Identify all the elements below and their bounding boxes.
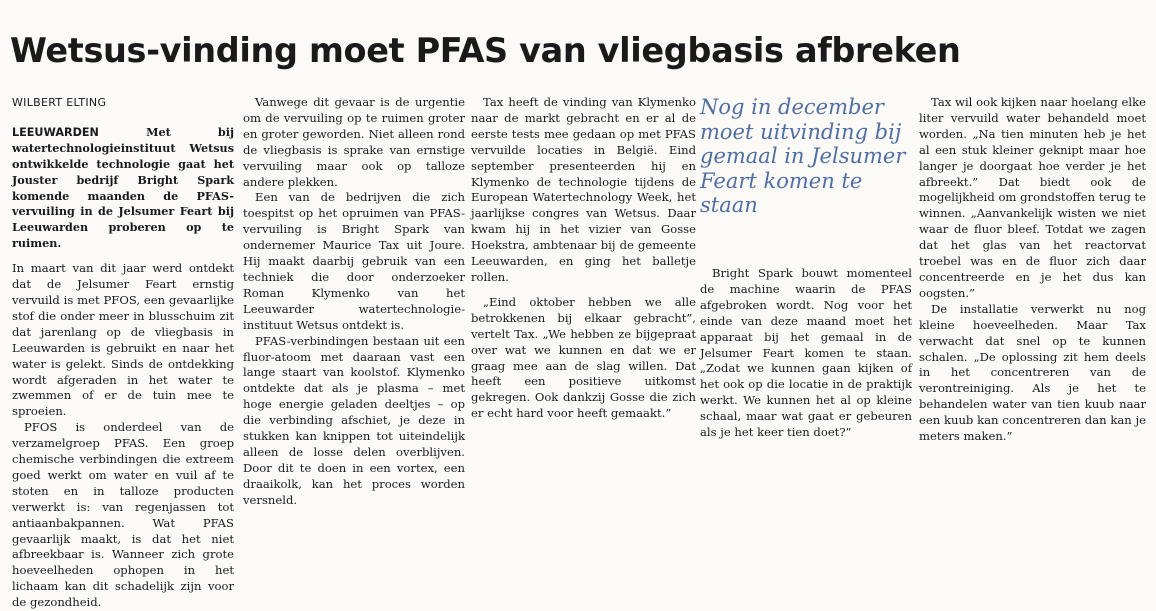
- article-column-4: [700, 95, 912, 441]
- article-column-2: [243, 95, 465, 509]
- dateline: LEEUWARDEN: [12, 125, 99, 139]
- body-paragraph: „Eind oktober hebben we alle betrokkenen bij elkaar gebracht”, vertelt Tax. „We hebben ze bijgepraat over wat we kunnen en dat we er graag mee aan de slag willen. Dat heeft een positieve uitkomst gekregen. Ook dankzij Gosse die zich er echt hard voor heeft gemaakt.”: [471, 294, 696, 421]
- article-lead: [12, 125, 234, 252]
- article-headline: Wetsus-vinding moet PFAS van vliegbasis afbreken: [10, 31, 961, 70]
- article-column-1: [12, 95, 234, 611]
- body-paragraph: Een van de bedrijven die zich toespitst op het opruimen van PFAS-vervuiling is Bright Spark van ondernemer Maurice Tax uit Joure. Hij maakt daarbij gebruik van een techniek die door onderzoeker Roman Klymenko van het Leeuwarder watertechnologie-instituut Wetsus ontdekt is.: [243, 190, 465, 332]
- article-column-3: [471, 95, 696, 422]
- body-paragraph: PFAS-verbindingen bestaan uit een fluor-atoom met daaraan vast een lange staart van koolstof. Klymenko ontdekte dat als je plasma – met hoge energie geladen deeltjes – op die verbinding afschiet, je deze in stukken kan knippen tot uiteindelijk alleen de losse delen overblijven. Door dit te doen in een vortex, een draaikolk, kan het proces worden versneld.: [243, 333, 465, 507]
- lead-text: Met bij watertechnologieinstituut Wetsus ontwikkelde technologie gaat het Jouster bedrijf Bright Spark komende maanden de PFAS-vervuiling in de Jelsumer Feart bij Leeuwarden proberen op te ruimen.: [12, 124, 234, 251]
- pull-quote: Nog in december moet uitvinding bij gemaal in Jelsumer Feart komen te staan: [700, 95, 906, 217]
- body-paragraph: In maart van dit jaar werd ontdekt dat de Jelsumer Feart ernstig vervuild is met PFOS, een gevaarlijke stof die onder meer in blusschuim zit dat jarenlang op de vliegbasis in Leeuwarden is gebruikt en naar het water is gelekt. Sinds de ontdekking wordt afgeraden in het water te zwemmen of er de tuin mee te sproeien.: [12, 261, 234, 419]
- body-paragraph: PFOS is onderdeel van de verzamelgroep PFAS. Een groep chemische verbindingen die extreem goed werkt om water en vuil af te stoten en in talloze producten verwerkt is: van regenjassen tot antiaanbakpannen. Wat PFAS gevaarlijk maakt, is dat het niet afbreekbaar is. Wanneer zich grote hoeveelheden ophopen in het lichaam kan dit schadelijk zijn voor de gezondheid.: [12, 420, 234, 610]
- body-paragraph: De installatie verwerkt nu nog kleine hoeveelheden. Maar Tax verwacht dat snel op te kunnen schalen. „De oplossing zit hem deels in het concentreren van de verontreiniging. Als je het te behandelen water van tien kuub naar een kuub kan concentreren dan kan je meters maken.”: [919, 301, 1146, 444]
- body-paragraph: Vanwege dit gevaar is de urgentie om de vervuiling op te ruimen groter en groter geworden. Niet alleen rond de vliegbasis is sprake van ernstige vervuiling maar ook op talloze andere plekken.: [243, 95, 465, 189]
- body-paragraph: Tax wil ook kijken naar hoelang elke liter vervuild water behandeld moet worden. „Na tien minuten heb je het al een stuk kleiner geknipt maar hoe langer je doorgaat hoe verder je het afbreekt.” Dat biedt ook de mogelijkheid om grondstoffen terug te winnen. „Aanvankelijk wisten we niet waar de fluor bleef. Totdat we zagen dat het glas van het reactorvat troebel was en de fluor zich daar concentreerde en je het dus kan oogsten.”: [919, 95, 1146, 300]
- body-paragraph: Tax heeft de vinding van Klymenko naar de markt gebracht en er al de eerste tests mee gedaan op met PFAS vervuilde locaties in België. Eind september presenteerden hij en Klymenko de technologie tijdens de European Watertechnology Week, het jaarlijkse congres van Wetsus. Daar kwam hij in het vizier van Gosse Hoekstra, ambtenaar bij de gemeente Leeuwarden, en ging het balletje rollen.: [471, 95, 696, 284]
- body-paragraph: Bright Spark bouwt momenteel de machine waarin de PFAS afgebroken wordt. Nog voor het einde van deze maand moet het apparaat bij het gemaal in de Jelsumer Feart komen te staan. „Zodat we kunnen gaan kijken of het ook op die locatie in de praktijk werkt. We kunnen het al op kleine schaal, maar wat gaat er gebeuren als je het keer tien doet?”: [700, 266, 912, 440]
- byline: WILBERT ELTING: [12, 96, 107, 109]
- article-column-5: [919, 95, 1146, 445]
